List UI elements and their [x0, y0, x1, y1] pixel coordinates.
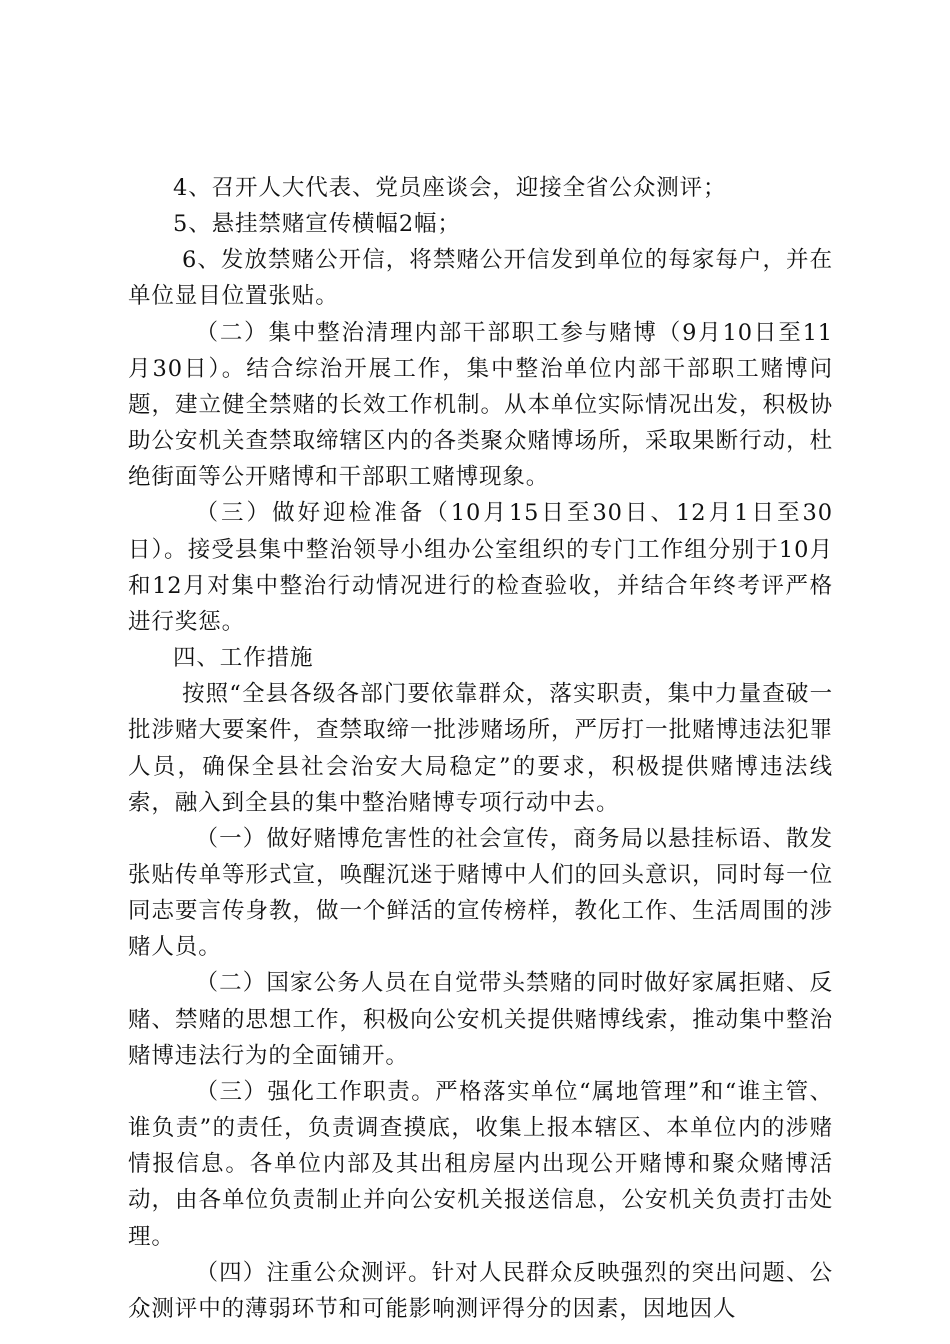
paragraph-item-5: 5、悬挂禁赌宣传横幅2幅； — [173, 211, 461, 238]
paragraph-measure-2: （二）国家公务人员在自觉带头禁赌的同时做好家属拒赌、反赌、禁赌的思想工作，积极向公安机关提供赌博线索，推动集中整治赌博违法行为的全面铺开。 — [128, 970, 833, 1069]
section-heading-measures: 四、工作措施 — [173, 645, 314, 672]
paragraph-section-2: （二）集中整治清理内部干部职工参与赌博（9月10日至11月30日）。结合综治开展工作，集中整治单位内部干部职工赌博问题，建立健全禁赌的长效工作机制。从本单位实际情况出发，积极协助公安机关查禁取缔辖区内的各类聚众赌博场所，采取果断行动，杜绝街面等公开赌博和干部职工赌博现象。 — [128, 319, 833, 491]
document-body — [128, 170, 833, 1327]
paragraph-measure-4: （四）注重公众测评。针对人民群众反映强烈的突出问题、公众测评中的薄弱环节和可能影响测评得分的因素，因地因人 — [128, 1259, 833, 1322]
paragraph-measure-3: （三）强化工作职责。严格落实单位“属地管理”和“谁主管、谁负责”的责任，负责调查摸底，收集上报本辖区、本单位内的涉赌情报信息。各单位内部及其出租房屋内出现公开赌博和聚众赌博活动，由各单位负责制止并向公安机关报送信息，公安机关负责打击处理。 — [128, 1078, 833, 1250]
paragraph-item-6: 6、发放禁赌公开信，将禁赌公开信发到单位的每家每户，并在单位显目位置张贴。 — [128, 247, 833, 310]
paragraph-item-4: 4、召开人大代表、党员座谈会，迎接全省公众测评； — [173, 175, 727, 201]
paragraph-measures-intro: 按照“全县各级各部门要依靠群众，落实职责，集中力量查破一批涉赌大要案件，查禁取缔一批涉赌场所，严厉打一批赌博违法犯罪人员，确保全县社会治安大局稳定”的要求，积极提供赌博违法线索，融入到全县的集中整治赌博专项行动中去。 — [128, 681, 833, 816]
paragraph-measure-1: （一）做好赌博危害性的社会宣传，商务局以悬挂标语、散发张贴传单等形式宣，唤醒沉迷于赌博中人们的回头意识，同时每一位同志要言传身教，做一个鲜活的宣传榜样，教化工作、生活周围的涉赌人员。 — [128, 825, 833, 961]
paragraph-section-3: （三）做好迎检准备（10月15日至30日、12月1日至30日）。接受县集中整治领导小组办公室组织的专门工作组分别于10月和12月对集中整治行动情况进行的检查验收，并结合年终考评严格进行奖惩。 — [128, 500, 833, 635]
